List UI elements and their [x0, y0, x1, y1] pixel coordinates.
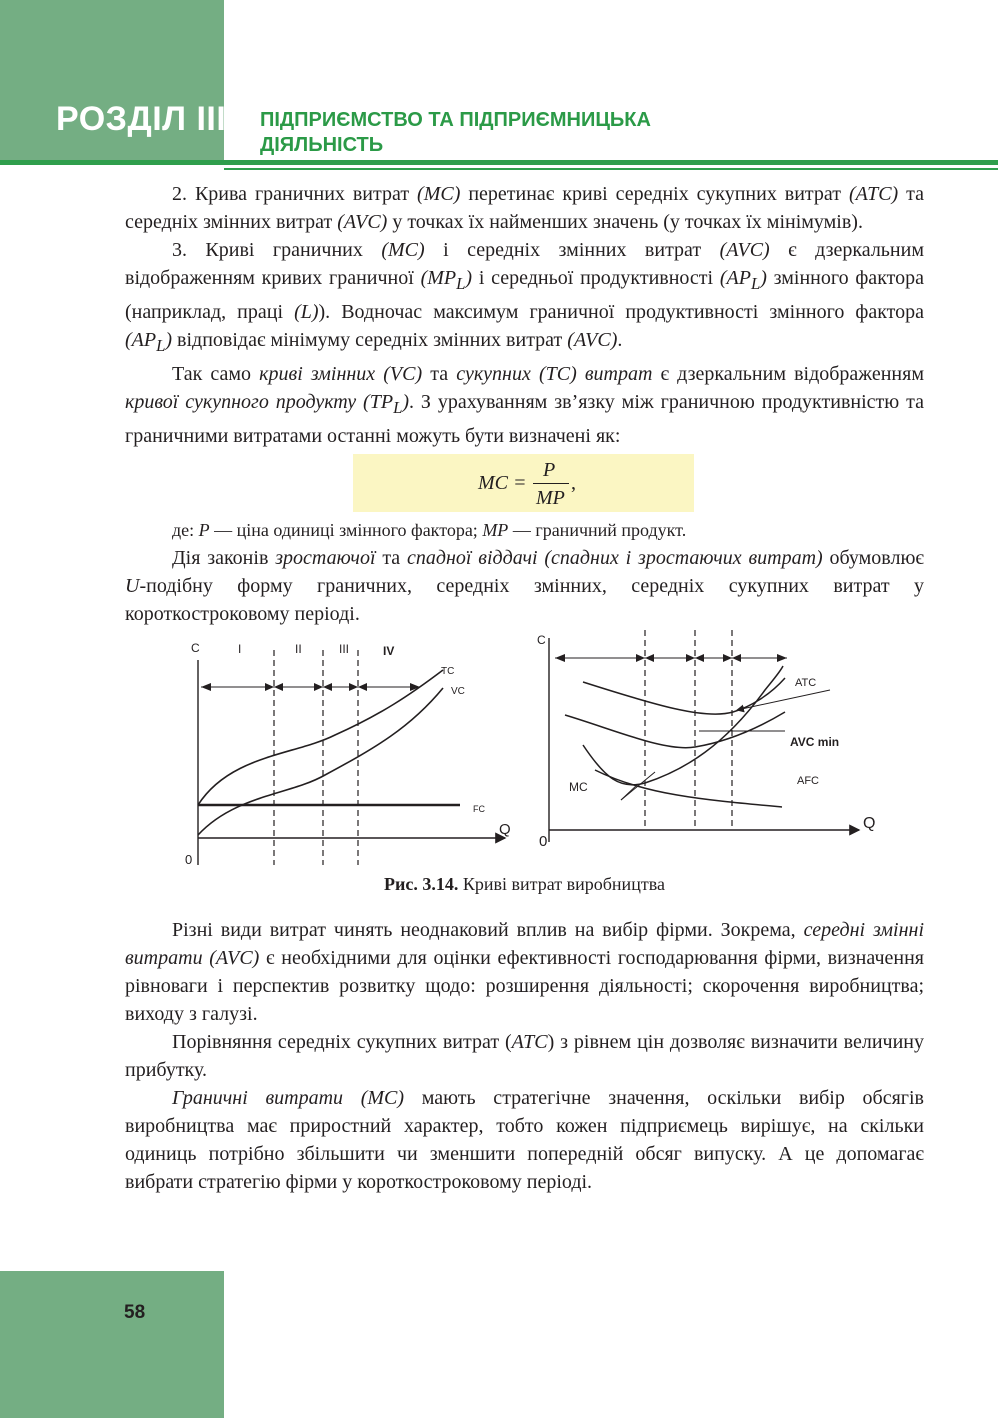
avc-curve: [565, 712, 785, 748]
zone-arrowhead: [695, 654, 704, 662]
chapter-label: РОЗДІЛ ІІІ: [56, 100, 227, 138]
tc-label: TC: [441, 666, 455, 677]
paragraph: 3. Криві граничних (MC) і середніх змінних витрат (AVC) є дзеркальним відображенням кривих граничної $(MP_L)$ і середньої продуктивності $(AP_L)$ змінного фактора (наприклад, праці (L)). Водночас максимум граничної продуктивності змінного фактора $(AP_L)$ відповідає мінімуму середніх змінних витрат (AVC).: [125, 239, 924, 355]
zone-label-ii: II: [295, 642, 302, 656]
zone-arrowhead: [555, 654, 565, 662]
left-q-label: Q: [499, 821, 511, 838]
formula-comma: ,: [571, 472, 576, 494]
atc-pointer: [737, 690, 830, 710]
zone-arrowhead: [645, 654, 654, 662]
page-body: [125, 180, 924, 1196]
formula-legend: де: P — ціна одиниці змінного фактора; MP — граничний продукт.: [172, 520, 687, 540]
caption-number: Рис. 3.14.: [384, 874, 459, 894]
zone-arrowhead: [314, 683, 323, 691]
vc-label: VC: [451, 686, 465, 697]
page-number: 58: [124, 1302, 146, 1323]
header-rule: [0, 160, 998, 165]
afc-curve: [595, 770, 782, 807]
header-rule-thin: [224, 168, 998, 170]
zone-arrowhead: [723, 654, 732, 662]
zone-arrowhead: [265, 683, 274, 691]
formula-numerator: P: [543, 459, 556, 481]
footer-green-block: [0, 1271, 224, 1418]
caption-text: Криві витрат виробництва: [458, 874, 665, 894]
afc-label: AFC: [797, 775, 819, 787]
paragraph: Дія законів зростаючої та спадної віддачі (спадних і зростаючих витрат) обумовлює U-подібну форму граничних, середніх змінних, середніх сукупних витрат у короткостроковому періоді.: [125, 547, 924, 625]
figure-caption: [125, 870, 924, 898]
zone-label-iii: III: [339, 642, 350, 656]
mc-pointer: [621, 772, 655, 800]
left-chart: [198, 650, 505, 865]
left-c-label: C: [191, 641, 200, 655]
cost-curves-figure: [125, 630, 924, 870]
paragraph: 2. Крива граничних витрат (MC) перетинає криві середніх сукупних витрат (ATC) та середніх змінних витрат (AVC) у точках їх найменших значень (у точках їх мінімумів).: [125, 183, 925, 233]
formula-box: [353, 454, 694, 512]
zone-arrowhead: [358, 683, 367, 691]
atc-curve: [583, 678, 785, 714]
chapter-title-line2: ДІЯЛЬНІСТЬ: [260, 134, 384, 156]
paragraph: Так само криві змінних (VC) та сукупних (TC) витрат є дзеркальним відображенням кривої сукупного продукту $(TP_L)$. З урахуванням зв’язку між граничною продуктивністю та граничними витратами останні можуть бути визначені як:: [125, 363, 924, 447]
zone-label-iv: IV: [383, 644, 395, 658]
mc-label: MC: [569, 780, 588, 794]
right-zero-label: 0: [539, 833, 548, 850]
mc-curve: [583, 666, 783, 785]
right-q-label: Q: [863, 815, 876, 832]
atc-label: ATC: [795, 677, 817, 689]
zone-arrowhead: [201, 683, 211, 691]
left-zero-label: 0: [185, 852, 193, 867]
avcmin-label: AVC min: [790, 735, 840, 749]
zone-arrowhead: [777, 654, 787, 662]
paragraph: Граничні витрати (MC) мають стратегічне значення, оскільки вибір обсягів виробництва має приростний характер, тобто кожен підприємець вирішує, на скільки одиниць потрібно збільшити чи зменшити попередній обсяг випуску. А це допомагає вибрати стратегію фірми у короткостроковому періоді.: [125, 1087, 924, 1193]
cost-curves-svg: [125, 630, 924, 870]
zone-arrowhead: [274, 683, 283, 691]
chapter-title-line1: ПІДПРИЄМСТВО ТА ПІДПРИЄМНИЦЬКА: [260, 109, 651, 131]
zone-label-i: I: [238, 642, 242, 656]
right-c-label: C: [537, 633, 546, 647]
tc-curve: [198, 670, 443, 805]
fc-label: FC: [473, 804, 485, 814]
zone-arrowhead: [686, 654, 695, 662]
vc-curve: [198, 688, 443, 835]
zone-arrowhead: [349, 683, 358, 691]
paragraph: Порівняння середніх сукупних витрат (ATC) з рівнем цін дозволяє визначити величину прибутку.: [125, 1031, 924, 1081]
formula-denominator: MP: [536, 487, 565, 509]
paragraph: Різні види витрат чинять неоднаковий вплив на вибір фірми. Зокрема, середні змінні витрати (AVC) є необхідними для оцінки ефективності господарювання фірми, визначення рівноваги і перспектив розвитку щодо: розширення діяльності; скорочення виробництва; виходу з галузі.: [125, 919, 925, 1025]
zone-arrowhead: [323, 683, 332, 691]
zone-arrowhead: [732, 654, 741, 662]
formula-lhs: MC =: [478, 472, 527, 494]
zone-arrowhead: [636, 654, 645, 662]
chapter-title: [260, 108, 860, 158]
